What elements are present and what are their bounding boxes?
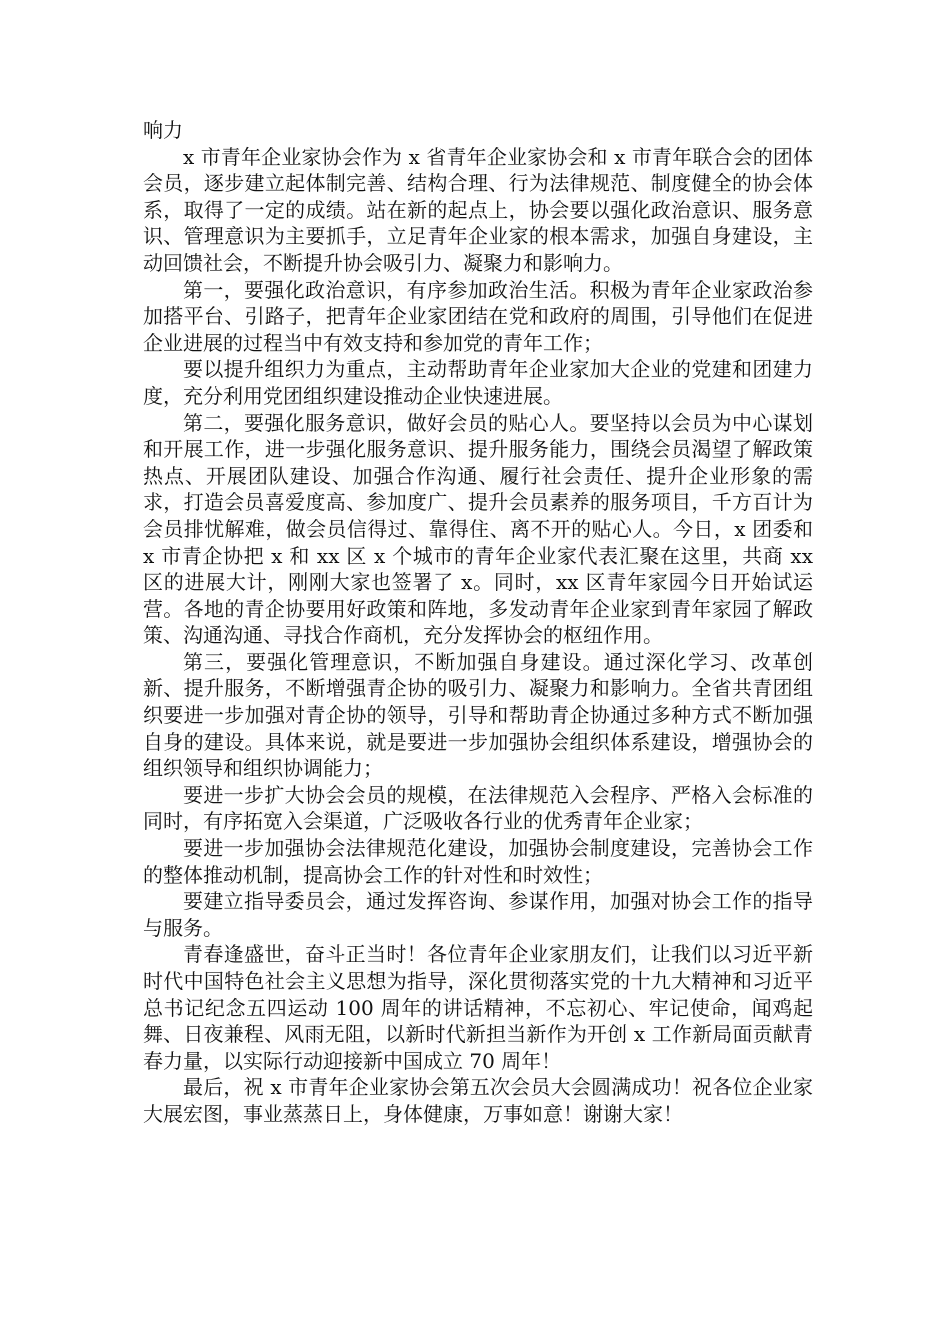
document-body xyxy=(143,117,813,1128)
paragraph-organization-power: 要以提升组织力为重点，主动帮助青年企业家加大企业的党建和团建力度，充分利用党团组织建设推动企业快速进展。 xyxy=(143,357,813,408)
paragraph-first-political: 第一，要强化政治意识，有序参加政治生活。积极为青年企业家政治参加搭平台、引路子，把青年企业家团结在党和政府的周围，引导他们在促进企业进展的过程当中有效支持和参加党的青年工作； xyxy=(143,277,813,355)
paragraph-expand-members: 要进一步扩大协会会员的规模，在法律规范入会程序、严格入会标准的同时，有序拓宽入会渠道，广泛吸收各行业的优秀青年企业家； xyxy=(143,782,813,834)
paragraph-youth-call: 青春逢盛世，奋斗正当时！各位青年企业家朋友们，让我们以习近平新时代中国特色社会主义思想为指导，深化贯彻落实党的十九大精神和习近平总书记纪念五四运动 100 周年的讲话精神，不忘初心、牢记使命，闻鸡起舞、日夜兼程、风雨无阻，以新时代新担当新作为开创 x 工作新局面贡献青春力量，以实际行动迎接新中国成立 70 周年！ xyxy=(143,942,813,1073)
paragraph-continuation: 响力 xyxy=(143,118,183,142)
paragraph-legal-standardization: 要进一步加强协会法律规范化建设，加强协会制度建设，完善协会工作的整体推动机制，提高协会工作的针对性和时效性； xyxy=(143,836,813,887)
paragraph-guidance-committee: 要建立指导委员会，通过发挥咨询、参谋作用，加强对协会工作的指导与服务。 xyxy=(143,889,813,940)
paragraph-second-service: 第二，要强化服务意识，做好会员的贴心人。要坚持以会员为中心谋划和开展工作，进一步强化服务意识、提升服务能力，围绕会员渴望了解政策热点、开展团队建设、加强合作沟通、履行社会责任、提升企业形象的需求，打造会员喜爱度高、参加度广、提升会员素养的服务项目，千方百计为会员排忧解难，做会员信得过、靠得住、离不开的贴心人。今日，x 团委和 x 市青企协把 x 和 xx 区 x 个城市的青年企业家代表汇聚在这里，共商 xx 区的进展大计，刚刚大家也签署了 x。同时，xx 区青年家园今日开始试运营。各地的青企协要用好政策和阵地，多发动青年企业家到青年家园了解政策、沟通沟通、寻找合作商机，充分发挥协会的枢纽作用。 xyxy=(143,410,813,648)
paragraph-association-overview: x 市青年企业家协会作为 x 省青年企业家协会和 x 市青年联合会的团体会员，逐步建立起体制完善、结构合理、行为法律规范、制度健全的协会体系，取得了一定的成绩。站在新的起点上，协会要以强化政治意识、服务意识、管理意识为主要抓手，立足青年企业家的根本需求，加强自身建设，主动回馈社会，不断提升协会吸引力、凝聚力和影响力。 xyxy=(143,144,813,275)
paragraph-third-management: 第三，要强化管理意识，不断加强自身建设。通过深化学习、改革创新、提升服务，不断增强青企协的吸引力、凝聚力和影响力。全省共青团组织要进一步加强对青企协的领导，引导和帮助青企协通过多种方式不断加强自身的建设。具体来说，就是要进一步加强协会组织体系建设，增强协会的组织领导和组织协调能力； xyxy=(143,649,813,781)
paragraph-closing: 最后，祝 x 市青年企业家协会第五次会员大会圆满成功！祝各位企业家大展宏图，事业蒸蒸日上，身体健康，万事如意！谢谢大家！ xyxy=(143,1075,813,1126)
